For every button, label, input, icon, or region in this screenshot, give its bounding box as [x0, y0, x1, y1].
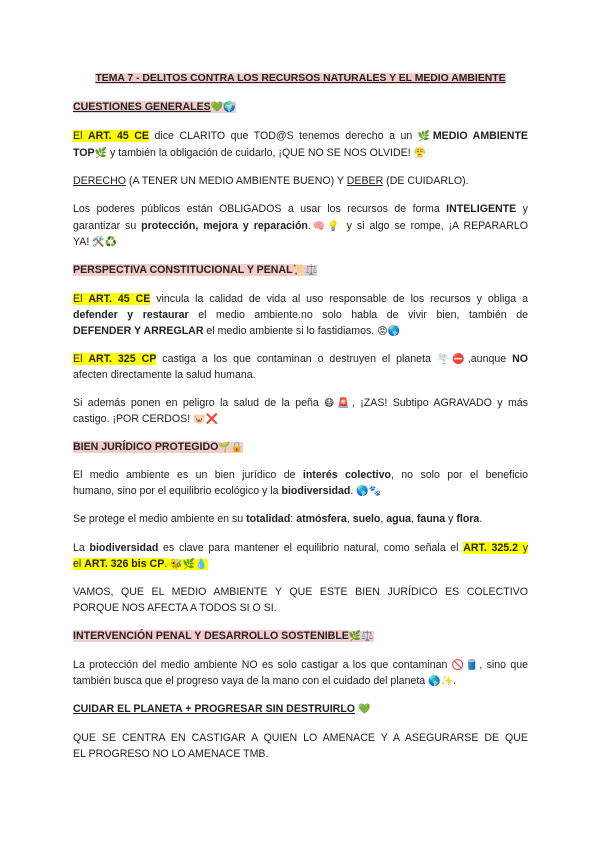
- text-run: humano, sino por el equilibrio ecológico y la: [73, 485, 282, 497]
- leaf-scales-emoji: 🌿⚖️: [348, 631, 374, 642]
- text-run: CUESTIONES GENERALES: [73, 101, 211, 113]
- brain-bulb-emoji: 🧠💡: [310, 221, 342, 232]
- text-run: defender y restaurar: [73, 309, 189, 321]
- text-run: Los poderes públicos están OBLIGADOS a usar los recursos de forma: [73, 203, 447, 215]
- text-run: ,: [380, 513, 387, 525]
- angry-face-emoji: 😤: [413, 148, 427, 159]
- leaf-emoji: 🌿: [417, 131, 433, 142]
- paragraph-line: [73, 234, 528, 251]
- paragraph-line: [73, 746, 528, 763]
- text-run: (DE CUIDARLO).: [383, 175, 469, 187]
- text-run: PERSPECTIVA CONSTITUCIONAL Y PENAL: [73, 264, 293, 276]
- text-run: TOP: [73, 147, 95, 159]
- text-run: (A TENER UN MEDIO AMBIENTE BUENO) Y: [125, 175, 347, 187]
- section-heading-bien-juridico: [73, 439, 528, 456]
- text-run: MEDIO AMBIENTE: [432, 130, 528, 142]
- heart-globe-emoji: 💚🌍: [210, 102, 236, 113]
- text-run: agua: [386, 513, 412, 525]
- text-run: el medio ambiente.no solo habla de vivir bien, también de: [188, 309, 529, 321]
- text-run: ,aunque: [467, 353, 513, 365]
- text-run: YA!: [73, 236, 93, 248]
- globe-paw-emoji: 🌎🐾: [356, 486, 382, 497]
- text-run: ART. 45 CE: [88, 293, 151, 305]
- paragraph-line: [73, 511, 528, 528]
- section-heading-perspectiva: [73, 262, 528, 279]
- section-heading-intervencion-penal: [73, 628, 528, 645]
- paragraph-line: [73, 730, 528, 747]
- text-run: el: [73, 558, 85, 570]
- text-run: .: [164, 558, 171, 570]
- text-run: TEMA 7 - DELITOS CONTRA LOS RECURSOS NATURALES Y EL MEDIO AMBIENTE: [95, 73, 506, 84]
- paragraph-line: [73, 323, 528, 340]
- text-run: BIEN JURÍDICO PROTEGIDO: [73, 441, 219, 453]
- document-title: [73, 70, 528, 87]
- text-run: , ¡ZAS! Subtipo AGRAVADO y más: [351, 397, 528, 409]
- text-run: El medio ambiente es un bien jurídico de: [73, 469, 303, 481]
- text-run: .: [479, 513, 483, 525]
- text-run: Se protege el medio ambiente en su: [73, 513, 247, 525]
- text-run: biodiversidad: [89, 542, 159, 554]
- paragraph-line: [73, 173, 528, 190]
- text-run: suelo: [352, 513, 381, 525]
- paragraph-line: [73, 467, 528, 484]
- text-run: .: [307, 220, 311, 232]
- text-run: dice CLARITO que TOD@S tenemos derecho a un: [149, 130, 418, 142]
- paragraph-line: [73, 657, 528, 674]
- text-run: CUIDAR EL PLANETA + PROGRESAR SIN DESTRUIRLO: [73, 703, 356, 715]
- paragraph-line: [73, 600, 528, 617]
- text-run: QUE SE CENTRA EN CASTIGAR A QUIEN LO AMENACE Y A ASEGURARSE DE QUE: [73, 732, 528, 744]
- paragraph-line: [73, 291, 528, 308]
- mask-siren-emoji: 😷🚨: [324, 398, 352, 409]
- text-run: DERECHO: [73, 175, 126, 187]
- text-run: es clave para mantener el equilibrio natural, como señala el: [158, 542, 464, 554]
- text-run: ART. 325 CP: [88, 353, 157, 365]
- text-run: y: [445, 513, 457, 525]
- paragraph-line: [73, 367, 528, 384]
- text-run: La: [73, 542, 90, 554]
- text-run: .: [350, 485, 357, 497]
- text-run: y: [516, 203, 528, 215]
- leaf-emoji: 🌿: [94, 148, 108, 159]
- text-run: EL PROGRESO NO LO AMENACE TMB.: [73, 748, 269, 760]
- text-run: ART. 326 bis CP: [84, 558, 165, 570]
- text-run: La protección del medio ambiente NO es solo castigar a los que contaminan: [73, 659, 452, 671]
- text-run: y: [518, 542, 528, 554]
- text-run: protección, mejora y reparación: [141, 220, 308, 232]
- text-run: ,: [411, 513, 417, 525]
- text-run: :: [290, 513, 297, 525]
- tools-recycle-emoji: 🛠️♻️: [92, 237, 118, 248]
- text-run: castiga a los que contaminan o destruyen el planeta: [156, 353, 437, 365]
- angry-globe-emoji: 😡🌎: [377, 326, 401, 337]
- text-run: el medio ambiente si lo fastidiamos.: [203, 325, 378, 337]
- paragraph-line: [73, 556, 528, 573]
- text-run: ART. 45 CE: [87, 130, 149, 142]
- paragraph-line: [73, 145, 528, 162]
- text-run: El: [73, 353, 89, 365]
- paragraph-line: [73, 351, 528, 368]
- paragraph-line: [73, 128, 528, 145]
- text-run: fauna: [416, 513, 446, 525]
- text-run: , no solo por el beneficio: [390, 469, 529, 481]
- scroll-scales-emoji: 📜⚖️: [292, 265, 318, 276]
- text-run: totalidad: [246, 513, 291, 525]
- text-run: INTELIGENTE: [446, 203, 517, 215]
- text-run: El: [73, 130, 88, 142]
- text-run: DEFENDER Y ARREGLAR: [73, 325, 204, 337]
- paragraph-line: [73, 540, 528, 557]
- green-heart-emoji: 💚: [358, 704, 371, 715]
- text-run: , sino que: [479, 659, 528, 671]
- paragraph-line: [73, 307, 528, 324]
- seedling-lock-emoji: 🌱🔒: [218, 442, 244, 453]
- text-run: atmósfera: [296, 513, 347, 525]
- pig-cross-emoji: 🐷❌: [193, 414, 218, 425]
- text-run: Si además ponen en peligro la salud de la peña: [73, 397, 325, 409]
- paragraph-line: [73, 673, 528, 690]
- section-heading-cuidar-planeta: [73, 701, 528, 718]
- text-run: NO: [512, 353, 528, 365]
- text-run: interés colectivo: [302, 469, 391, 481]
- text-run: garantizar su: [73, 220, 142, 232]
- text-run: INTERVENCIÓN PENAL Y DESARROLLO SOSTENIBLE: [73, 630, 349, 642]
- text-run: ART. 325.2: [463, 542, 518, 554]
- text-run: y también la obligación de cuidarlo, ¡QUE NO SE NOS OLVIDE!: [107, 147, 414, 159]
- paragraph-line: [73, 483, 528, 500]
- text-run: también busca que el progreso vaya de la mano con el cuidado del planeta: [73, 675, 429, 687]
- section-heading-cuestiones-generales: [73, 99, 528, 116]
- tornado-noentry-emoji: 🌪️⛔: [436, 354, 468, 365]
- paragraph-line: [73, 584, 528, 601]
- text-run: vincula la calidad de vida al uso responsable de los recursos y obliga a: [150, 293, 528, 305]
- paragraph-line: [73, 411, 528, 428]
- text-run: .: [453, 675, 456, 687]
- text-run: DEBER: [346, 175, 384, 187]
- text-run: VAMOS, QUE EL MEDIO AMBIENTE Y QUE ESTE BIEN JURÍDICO ES COLECTIVO: [73, 586, 528, 598]
- text-run: biodiversidad: [281, 485, 351, 497]
- paragraph-line: [73, 218, 528, 235]
- paragraph-line: [73, 395, 528, 412]
- text-run: PORQUE NOS AFECTA A TODOS SI O SI.: [73, 602, 277, 614]
- bee-leaf-drop-emoji: 🐝🌿💧: [170, 559, 208, 570]
- text-run: El: [73, 293, 89, 305]
- text-run: y si algo se rompe, ¡A REPARARLO: [341, 220, 528, 232]
- prohibited-barrel-emoji: 🚫🛢️: [451, 660, 480, 671]
- text-run: flora: [456, 513, 480, 525]
- text-run: castigo. ¡POR CERDOS!: [73, 413, 194, 425]
- text-run: ,: [346, 513, 353, 525]
- paragraph-line: [73, 201, 528, 218]
- globe-sparkles-emoji: 🌎✨: [428, 676, 454, 687]
- text-run: afecten directamente la salud humana.: [73, 369, 256, 381]
